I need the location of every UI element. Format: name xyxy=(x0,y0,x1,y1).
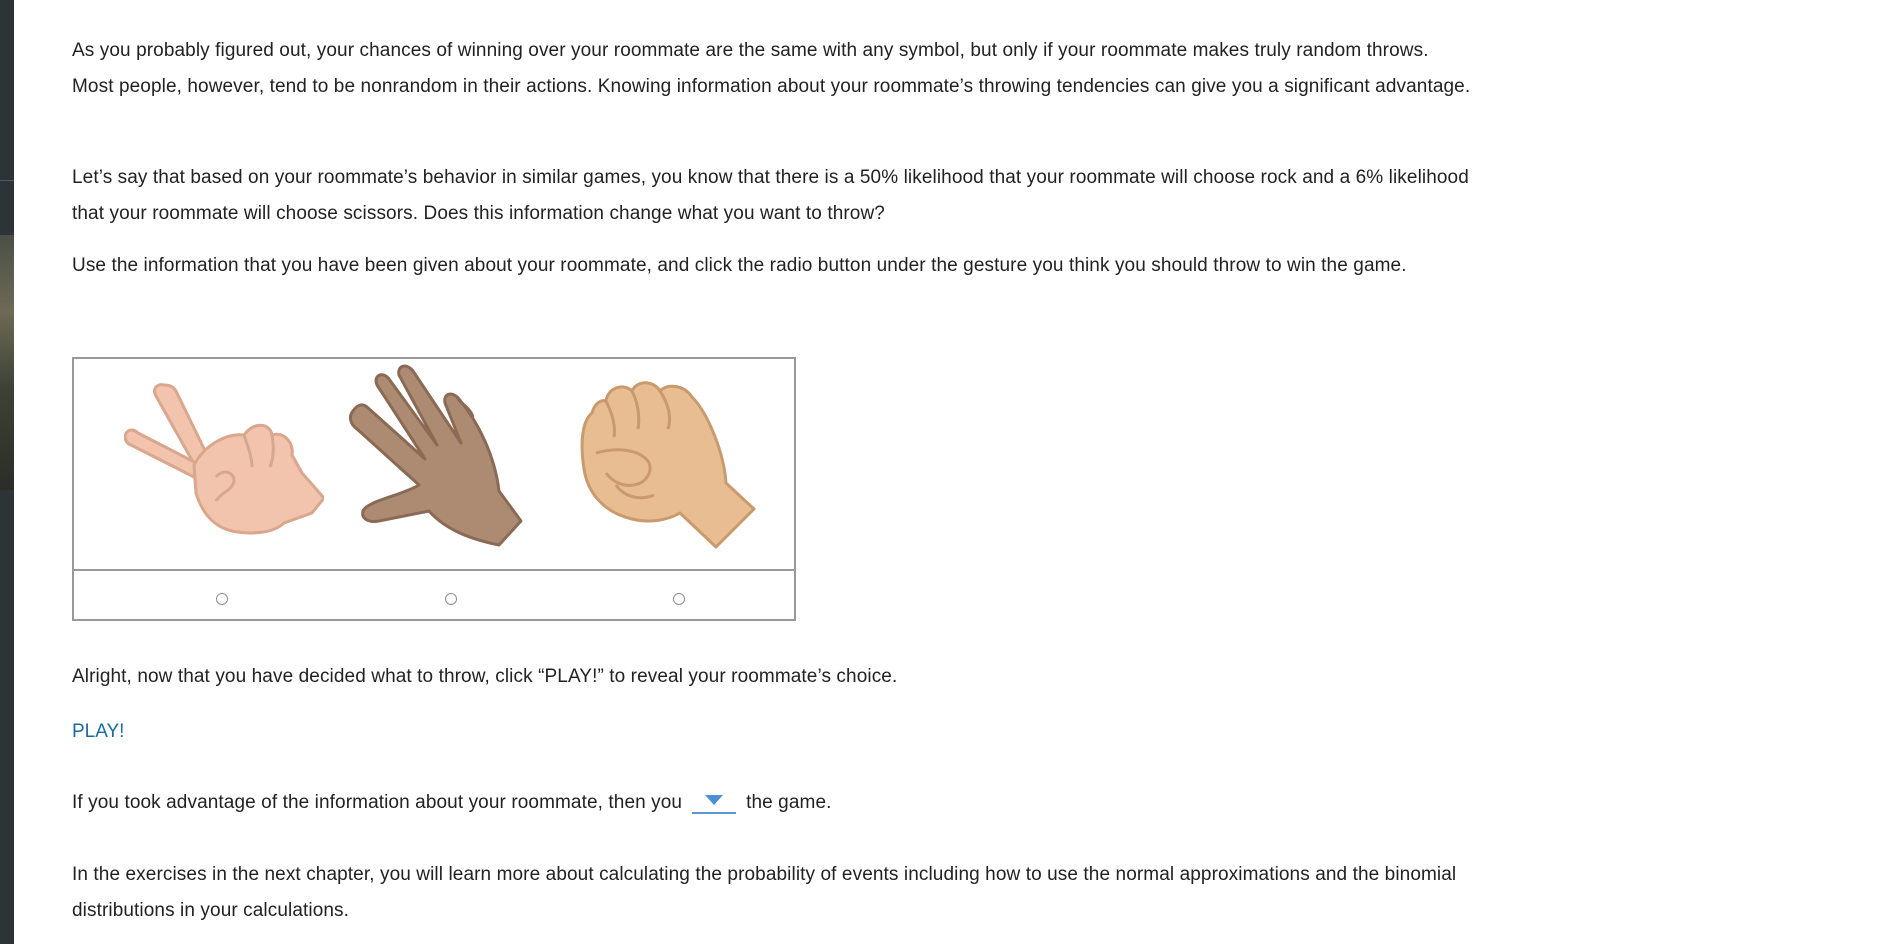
paper-radio-button[interactable] xyxy=(445,593,457,605)
result-sentence xyxy=(72,785,1472,821)
result-suffix-text: the game. xyxy=(746,792,832,813)
chevron-down-icon xyxy=(705,795,723,805)
closing-paragraph: In the exercises in the next chapter, you will learn more about calculating the probability of events including how to use the normal approximations and the binomial distributions in your calculations. xyxy=(72,864,1457,921)
gesture-images-row xyxy=(74,359,794,571)
scissors-radio-button[interactable] xyxy=(216,593,228,605)
gesture-choice-table xyxy=(72,357,796,621)
result-dropdown[interactable] xyxy=(692,790,736,814)
play-prompt-paragraph: Alright, now that you have decided what to throw, click “PLAY!” to reveal your roommate’s choice. xyxy=(72,666,898,687)
intro-paragraph: As you probably figured out, your chances of winning over your roommate are the same with any symbol, but only if your roommate makes truly random throws. Most people, however, tend to be nonrandom in their actions. Knowing information about your roommate’s throwing tendencies can give you a significant advantage. xyxy=(72,40,1471,97)
play-button[interactable]: PLAY! xyxy=(72,721,125,742)
gesture-radio-row xyxy=(74,571,794,619)
instructions-paragraph: Use the information that you have been given about your roommate, and click the radio button under the gesture you think you should throw to win the game. xyxy=(72,255,1407,276)
rock-hand-icon xyxy=(576,373,776,558)
paper-hand-icon xyxy=(349,361,549,561)
scissors-hand-icon xyxy=(124,373,324,558)
rock-radio-button[interactable] xyxy=(673,593,685,605)
left-strip-divider xyxy=(0,180,14,181)
left-edge-strip xyxy=(0,0,14,944)
likelihood-paragraph: Let’s say that based on your roommate’s behavior in similar games, you know that there is a 50% likelihood that your roommate will choose rock and a 6% likelihood that your roommate will choose scissors. Does this information change what you want to throw? xyxy=(72,167,1469,224)
left-strip-thumbnail xyxy=(0,235,14,490)
result-prefix-text: If you took advantage of the information about your roommate, then you xyxy=(72,792,683,813)
